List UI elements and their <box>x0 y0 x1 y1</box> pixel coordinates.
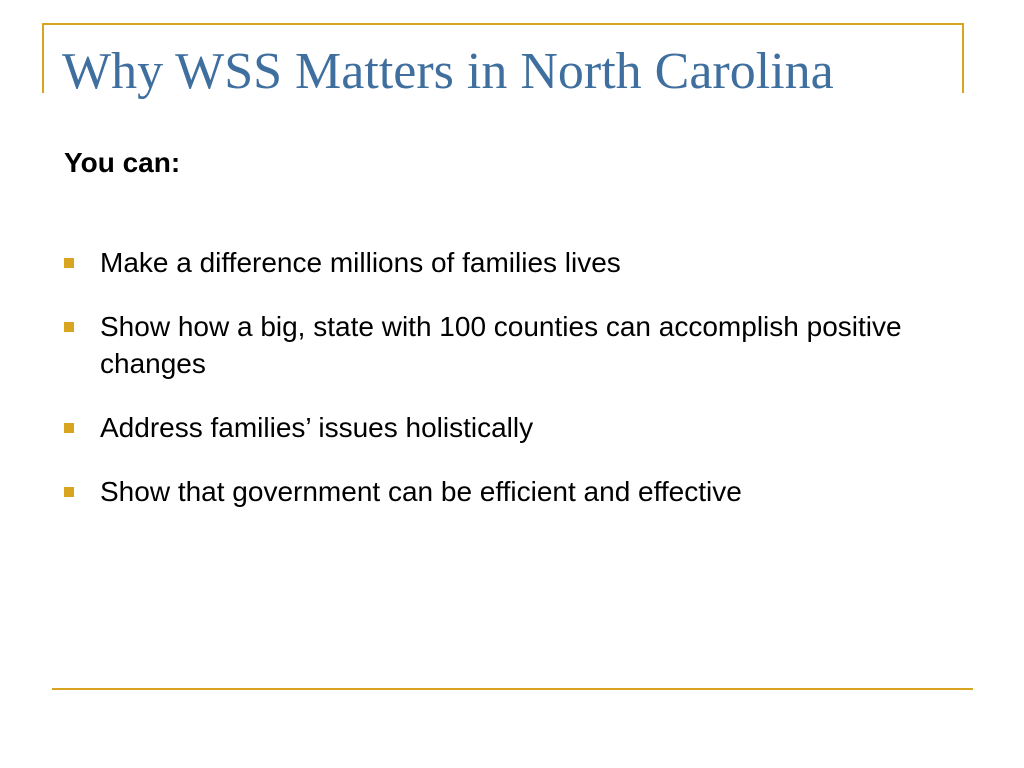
bullet-item <box>64 473 944 510</box>
slide-subhead: You can: <box>64 147 181 178</box>
frame-bottom-line <box>52 688 973 690</box>
frame-top-line <box>42 23 964 25</box>
frame-left-line <box>42 23 44 93</box>
bullet-list <box>64 244 944 537</box>
bullet-item <box>64 244 944 281</box>
square-bullet-icon <box>64 322 74 332</box>
bullet-item <box>64 409 944 446</box>
frame-right-line <box>962 23 964 93</box>
bullet-text: Address families’ issues holistically <box>100 412 534 443</box>
bullet-text: Show how a big, state with 100 counties can accomplish positive changes <box>100 311 902 379</box>
bullet-item <box>64 308 944 382</box>
square-bullet-icon <box>64 258 74 268</box>
square-bullet-icon <box>64 423 74 433</box>
bullet-text: Make a difference millions of families lives <box>100 247 621 278</box>
slide-title: Why WSS Matters in North Carolina <box>62 43 834 100</box>
bullet-text: Show that government can be efficient and effective <box>100 476 742 507</box>
square-bullet-icon <box>64 487 74 497</box>
